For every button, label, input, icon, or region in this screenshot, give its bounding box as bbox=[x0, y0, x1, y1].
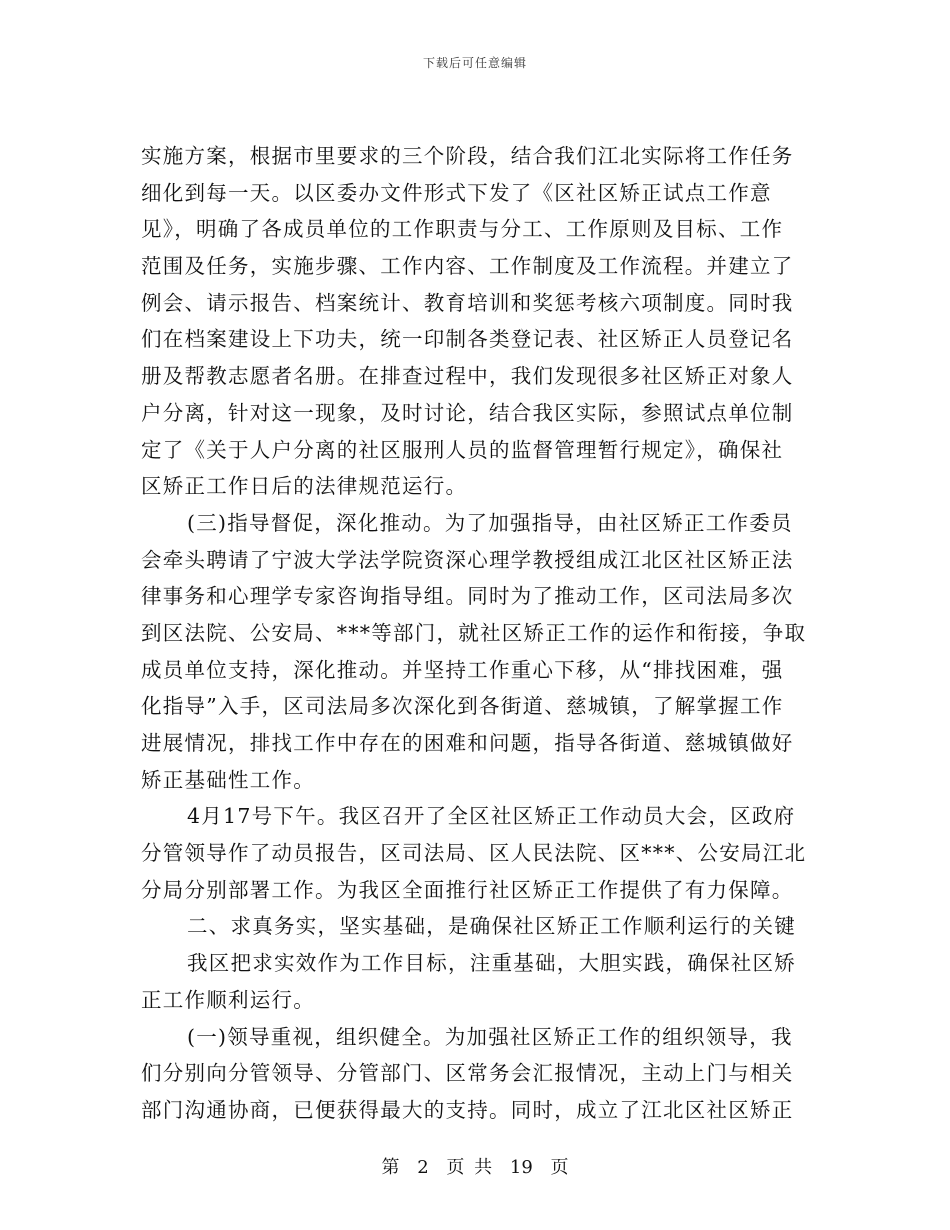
body-line: (一)领导重视，组织健全。为加强社区矫正工作的组织领导，我 bbox=[187, 1024, 793, 1049]
body-line: 们在档案建设上下功夫，统一印制各类登记表、社区矫正人员登记名 bbox=[141, 327, 794, 352]
body-line: 分局分别部署工作。为我区全面推行社区矫正工作提供了有力保障。 bbox=[141, 877, 794, 902]
body-line: 见》，明确了各成员单位的工作职责与分工、工作原则及目标、工作 bbox=[141, 217, 784, 242]
footer-prefix: 第 bbox=[381, 1157, 400, 1178]
body-line: 分管领导作了动员报告，区司法局、区人民法院、区***、公安局江北 bbox=[141, 841, 807, 866]
body-line: 4月17号下午。我区召开了全区社区矫正工作动员大会，区政府 bbox=[187, 804, 796, 829]
body-line: 化指导”入手，区司法局多次深化到各街道、慈城镇，了解掌握工作 bbox=[141, 694, 784, 719]
body-line: (三)指导督促，深化推动。为了加强指导，由社区矫正工作委员 bbox=[187, 510, 793, 535]
body-line: 到区法院、公安局、***等部门，就社区矫正工作的运作和衔接，争取 bbox=[141, 620, 807, 645]
body-line: 例会、请示报告、档案统计、教育培训和奖惩考核六项制度。同时我 bbox=[141, 290, 794, 315]
body-line: 册及帮教志愿者名册。在排查过程中，我们发现很多社区矫正对象人 bbox=[141, 364, 794, 389]
body-line: 成员单位支持，深化推动。并坚持工作重心下移，从“排找困难，强 bbox=[141, 657, 784, 682]
body-line: 范围及任务，实施步骤、工作内容、工作制度及工作流程。并建立了 bbox=[141, 254, 794, 279]
body-line: 实施方案，根据市里要求的三个阶段，结合我们江北实际将工作任务 bbox=[141, 144, 794, 168]
body-line: 律事务和心理学专家咨询指导组。同时为了推动工作，区司法局多次 bbox=[141, 584, 794, 609]
body-line: 进展情况，排找工作中存在的困难和问题，指导各街道、慈城镇做好 bbox=[141, 731, 794, 755]
body-line: 二、求真务实，坚实基础，是确保社区矫正工作顺利运行的关键 bbox=[187, 914, 796, 939]
current-page-number: 2 bbox=[417, 1157, 429, 1178]
body-line: 定了《关于人户分离的社区服刑人员的监督管理暂行规定》，确保社 bbox=[141, 437, 784, 462]
body-line: 会牵头聘请了宁波大学法学院资深心理学教授组成江北区社区矫正法 bbox=[141, 547, 794, 572]
document-body bbox=[141, 138, 809, 1129]
body-line: 部门沟通协商，已便获得最大的支持。同时，成立了江北区社区矫正 bbox=[141, 1097, 794, 1122]
body-line: 我区把求实效作为工作目标，注重基础，大胆实践，确保社区矫 bbox=[187, 951, 796, 976]
body-line: 细化到每一天。以区委办文件形式下发了《区社区矫正试点工作意 bbox=[141, 180, 772, 205]
footer-middle: 页 共 bbox=[446, 1157, 493, 1178]
body-line: 区矫正工作日后的法律规范运行。 bbox=[141, 474, 468, 499]
footer-suffix: 页 bbox=[550, 1157, 569, 1178]
body-line: 正工作顺利运行。 bbox=[141, 987, 315, 1012]
body-line: 们分别向分管领导、分管部门、区常务会汇报情况，主动上门与相关 bbox=[141, 1061, 794, 1086]
page-header: 下载后可任意编辑 bbox=[422, 56, 527, 70]
page-footer bbox=[0, 1153, 950, 1179]
body-line: 矫正基础性工作。 bbox=[141, 767, 315, 792]
total-page-count: 19 bbox=[509, 1157, 533, 1178]
body-line: 户分离，针对这一现象，及时讨论，结合我区实际，参照试点单位制 bbox=[141, 400, 794, 425]
